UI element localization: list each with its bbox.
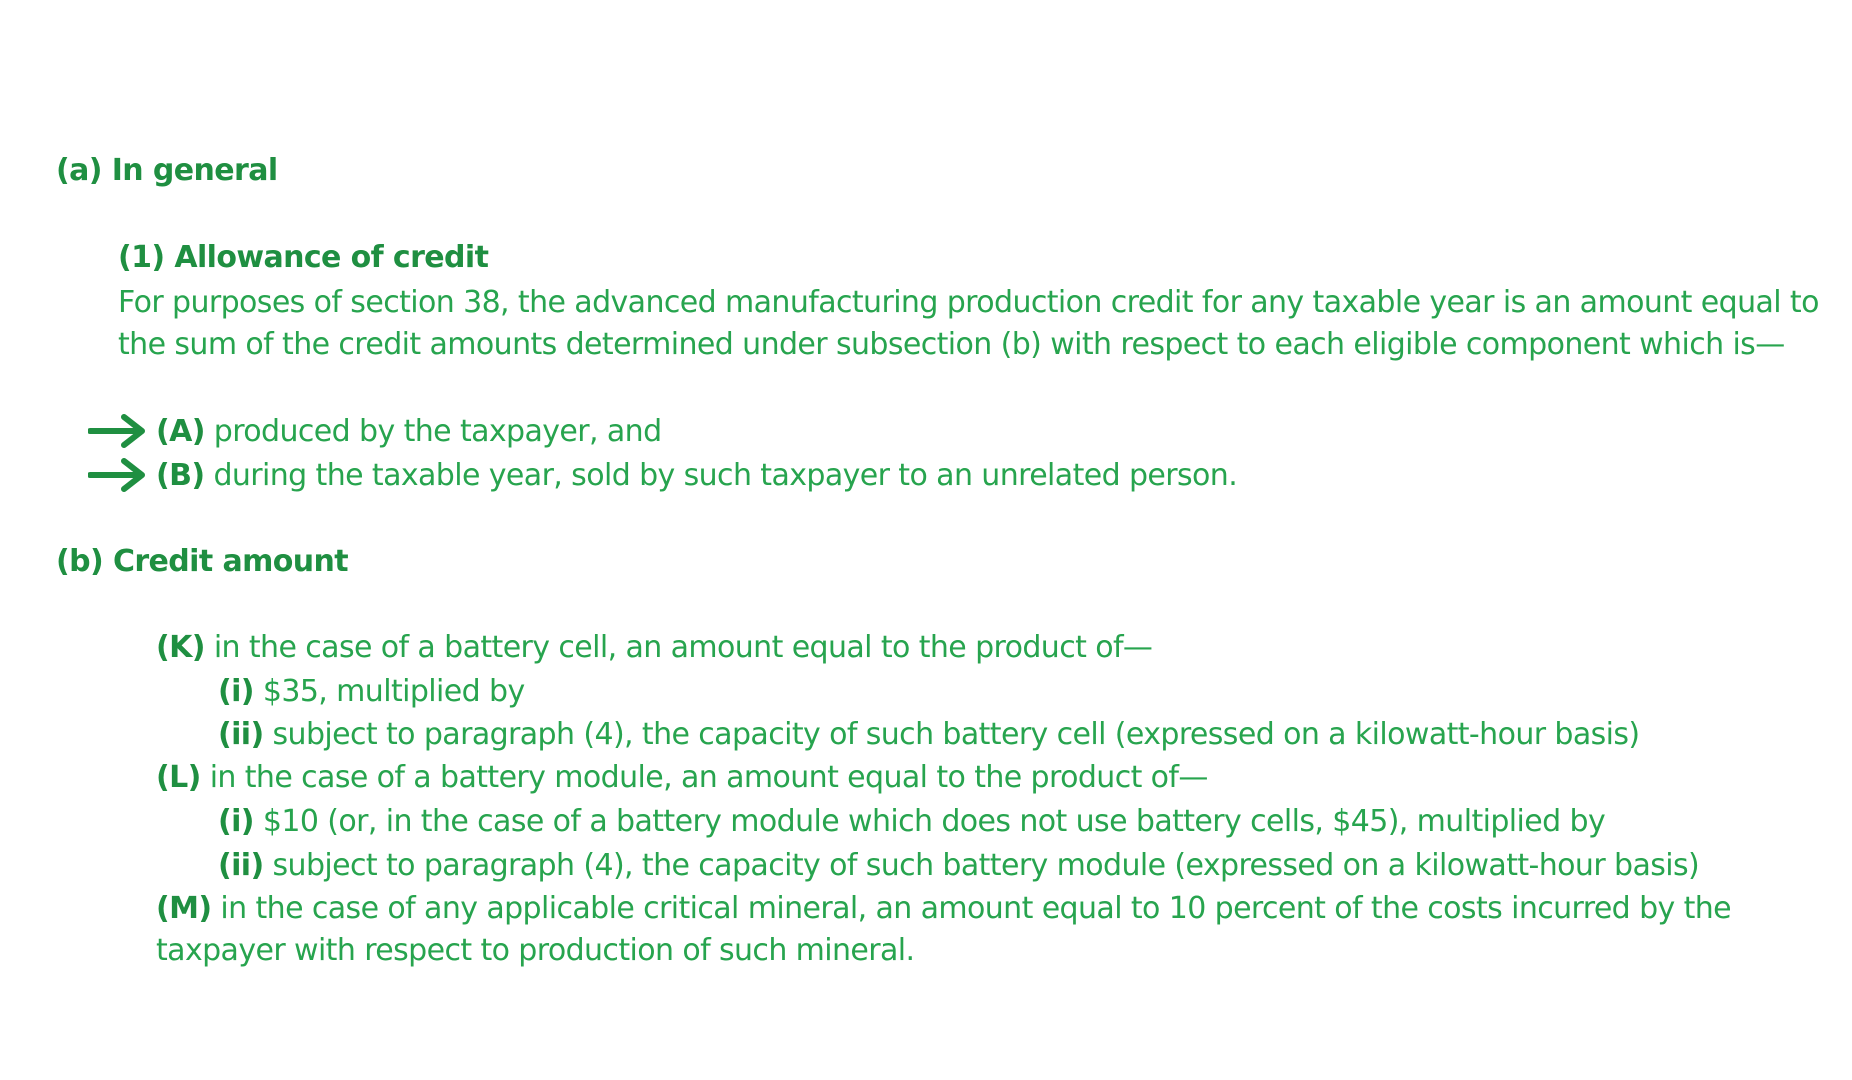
list-item — [156, 411, 662, 453]
item-label: (M) — [156, 891, 212, 926]
item-text: subject to paragraph (4), the capacity of such battery cell (expressed on a kilowatt-hour basis) — [272, 717, 1640, 752]
section-b-heading: (b) Credit amount — [56, 544, 349, 579]
item-text: during the taxable year, sold by such taxpayer to an unrelated person. — [213, 458, 1238, 493]
item-text: taxpayer with respect to production of such mineral. — [156, 933, 915, 968]
list-item-continuation — [156, 930, 914, 972]
section-a-heading: (a) In general — [56, 153, 278, 188]
paragraph-1-text-line-2: the sum of the credit amounts determined under subsection (b) with respect to each eligible component which is— — [118, 327, 1785, 362]
item-label: (A) — [156, 414, 205, 449]
item-text: in the case of a battery module, an amount equal to the product of— — [209, 760, 1208, 795]
list-item — [156, 627, 1152, 669]
item-label: (i) — [218, 674, 254, 709]
item-label: (i) — [218, 804, 254, 839]
item-label: (ii) — [218, 848, 264, 883]
arrow-right-icon — [88, 413, 148, 449]
item-label: (L) — [156, 760, 201, 795]
list-item — [156, 888, 1731, 930]
item-label: (B) — [156, 458, 205, 493]
list-item — [156, 757, 1208, 799]
item-label: (K) — [156, 630, 205, 665]
item-text: produced by the taxpayer, and — [213, 414, 662, 449]
item-text: $10 (or, in the case of a battery module which does not use battery cells, $45), multiplied by — [262, 804, 1606, 839]
item-text: $35, multiplied by — [262, 674, 525, 709]
list-item — [156, 455, 1237, 497]
list-item — [218, 671, 525, 713]
item-text: in the case of any applicable critical mineral, an amount equal to 10 percent of the costs incurred by the — [220, 891, 1732, 926]
list-item — [218, 801, 1605, 843]
item-text: in the case of a battery cell, an amount equal to the product of— — [213, 630, 1153, 665]
arrow-right-icon — [88, 457, 148, 493]
item-text: subject to paragraph (4), the capacity of such battery module (expressed on a kilowatt-hour basis) — [272, 848, 1700, 883]
list-item — [218, 714, 1640, 756]
paragraph-1-heading: (1) Allowance of credit — [118, 240, 489, 275]
paragraph-1-text-line-1: For purposes of section 38, the advanced manufacturing production credit for any taxable year is an amount equal to — [118, 285, 1819, 320]
item-label: (ii) — [218, 717, 264, 752]
list-item — [218, 845, 1699, 887]
